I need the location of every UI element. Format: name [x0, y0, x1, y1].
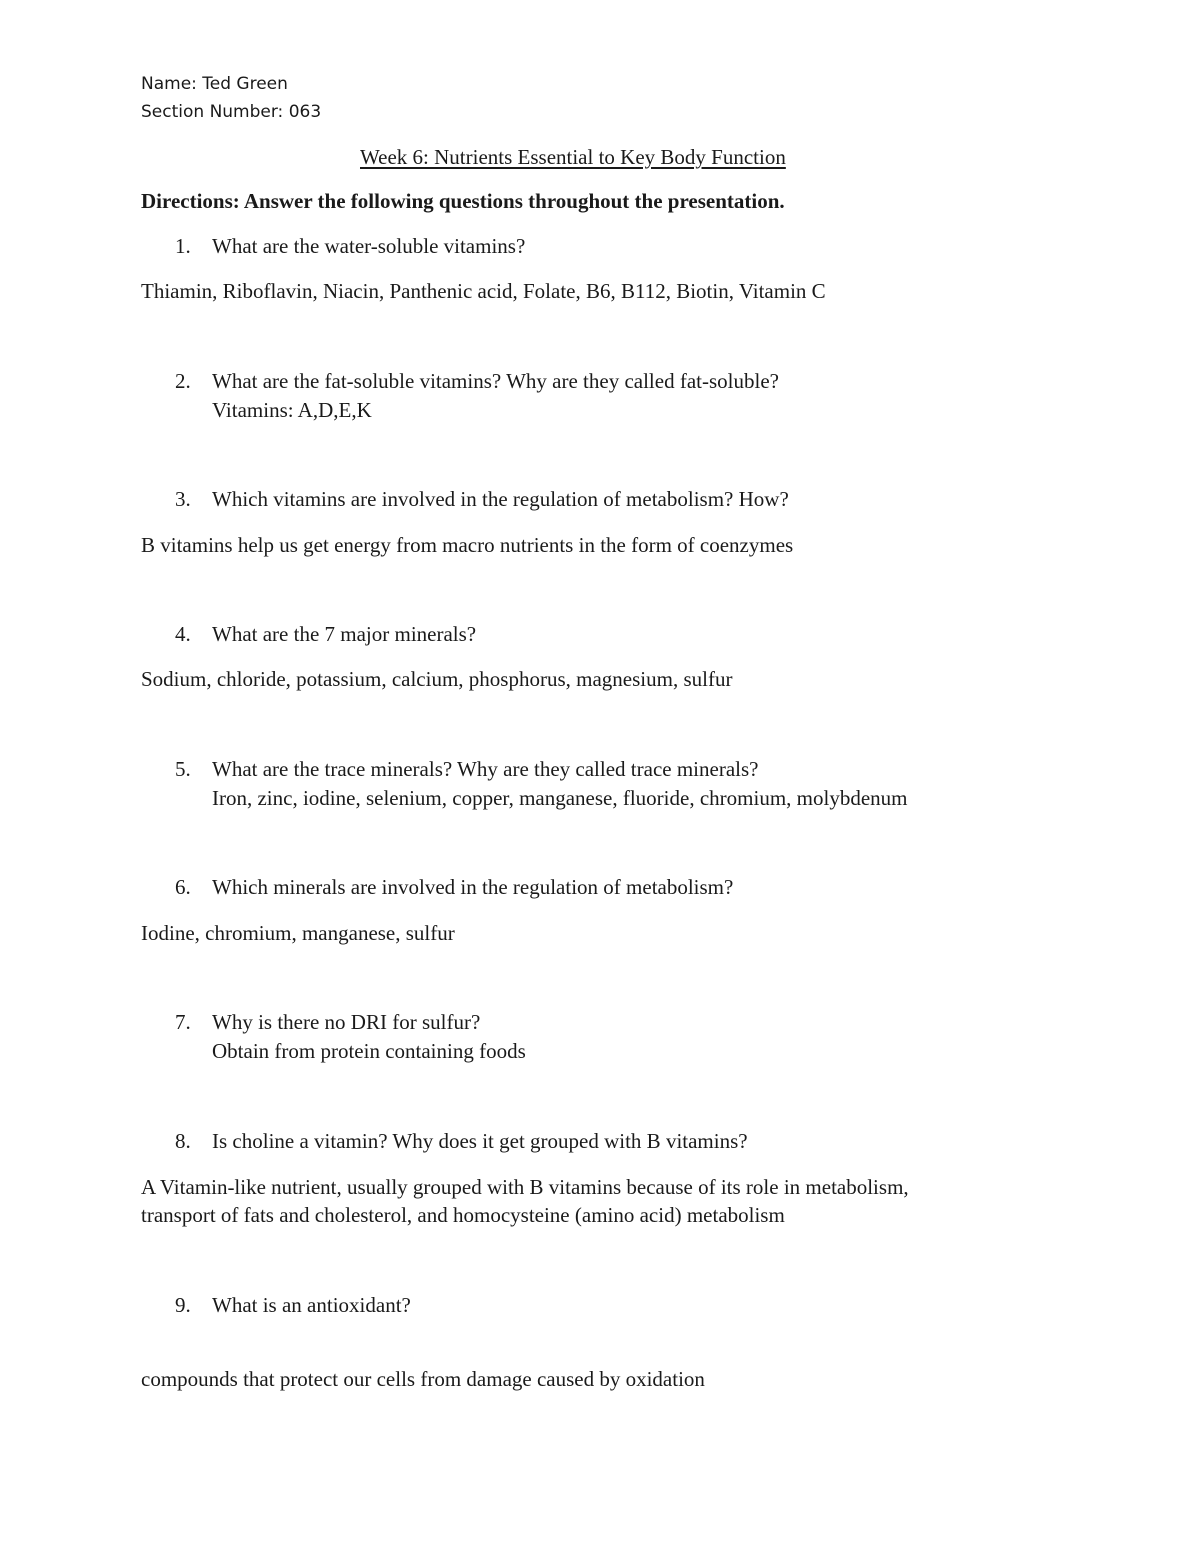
question-number: 7. — [175, 1010, 191, 1034]
answer-text: Iron, zinc, iodine, selenium, copper, manganese, fluoride, chromium, molybdenum — [212, 786, 908, 810]
question-text: What are the water-soluble vitamins? — [212, 234, 526, 258]
answer-text: compounds that protect our cells from damage caused by oxidation — [141, 1367, 705, 1391]
answer-text: A Vitamin-like nutrient, usually grouped with B vitamins because of its role in metabolism, — [141, 1175, 909, 1199]
section-number: Section Number: 063 — [141, 102, 322, 122]
question-number: 1. — [175, 234, 191, 258]
answer-text: Obtain from protein containing foods — [212, 1039, 526, 1063]
answer-text: Thiamin, Riboflavin, Niacin, Panthenic acid, Folate, B6, B112, Biotin, Vitamin C — [141, 279, 826, 303]
question-text: Is choline a vitamin? Why does it get grouped with B vitamins? — [212, 1129, 748, 1153]
answer-text: Sodium, chloride, potassium, calcium, phosphorus, magnesium, sulfur — [141, 667, 733, 691]
worksheet-title: Week 6: Nutrients Essential to Key Body Function — [360, 145, 786, 169]
answer-text: Iodine, chromium, manganese, sulfur — [141, 921, 455, 945]
question-number: 9. — [175, 1293, 191, 1317]
question-number: 8. — [175, 1129, 191, 1153]
question-text: What is an antioxidant? — [212, 1293, 411, 1317]
question-text: Which vitamins are involved in the regulation of metabolism? How? — [212, 487, 789, 511]
answer-text: B vitamins help us get energy from macro nutrients in the form of coenzymes — [141, 533, 794, 557]
question-number: 4. — [175, 622, 191, 646]
question-text: What are the fat-soluble vitamins? Why are they called fat-soluble? — [212, 369, 779, 393]
question-text: What are the 7 major minerals? — [212, 622, 477, 646]
answer-text: transport of fats and cholesterol, and homocysteine (amino acid) metabolism — [141, 1203, 785, 1227]
question-number: 3. — [175, 487, 191, 511]
question-number: 6. — [175, 875, 191, 899]
question-text: Which minerals are involved in the regulation of metabolism? — [212, 875, 734, 899]
question-number: 5. — [175, 757, 191, 781]
question-number: 2. — [175, 369, 191, 393]
question-text: What are the trace minerals? Why are they called trace minerals? — [212, 757, 759, 781]
student-name: Name: Ted Green — [141, 74, 288, 94]
directions: Directions: Answer the following questions throughout the presentation. — [141, 189, 785, 213]
question-text: Why is there no DRI for sulfur? — [212, 1010, 481, 1034]
answer-text: Vitamins: A,D,E,K — [212, 398, 372, 422]
